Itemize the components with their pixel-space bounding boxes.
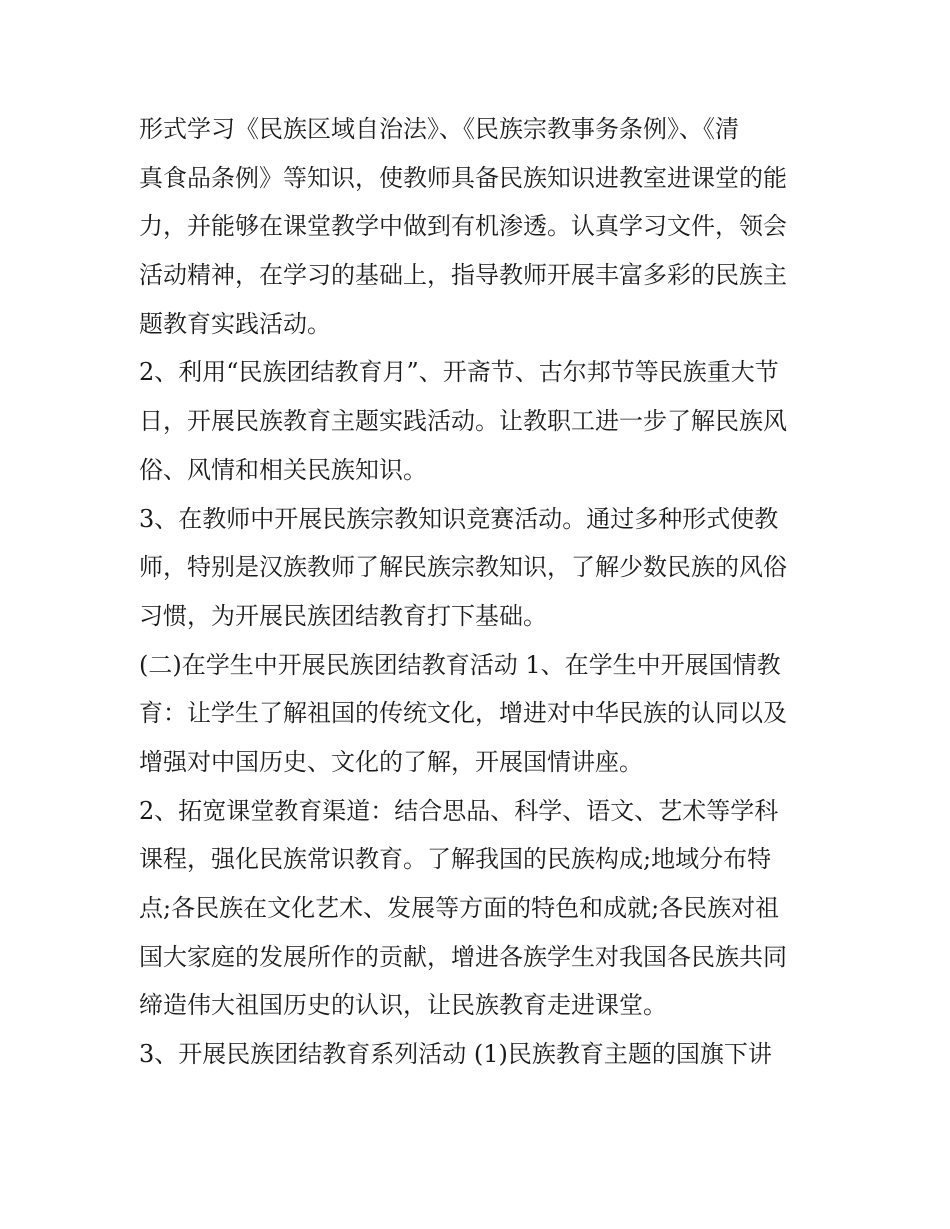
text-line: 3、在教师中开展民族宗教知识竞赛活动。通过多种形式使教 xyxy=(139,504,779,533)
text-line: 习惯，为开展民族团结教育打下基础。 xyxy=(139,601,547,630)
text-line: 俗、风情和相关民族知识。 xyxy=(139,455,427,484)
text-line: 点;各民族在文化艺术、发展等方面的特色和成就;各民族对祖 xyxy=(139,894,780,922)
text-line: 日，开展民族教育主题实践活动。让教职工进一步了解民族风 xyxy=(139,407,787,436)
text-line: 形式学习《民族区域自治法》、《民族宗教事务条例》、《清 xyxy=(139,115,739,143)
text-line: 真食品条例》等知识，使教师具备民族知识进教室进课堂的能 xyxy=(139,163,787,192)
text-line: 活动精神，在学习的基础上，指导教师开展丰富多彩的民族主 xyxy=(139,261,787,290)
text-line: 育：让学生了解祖国的传统文化，增进对中华民族的认同以及 xyxy=(139,699,787,728)
text-line: 力，并能够在课堂教学中做到有机渗透。认真学习文件，领会 xyxy=(139,212,787,241)
text-line: 师，特别是汉族教师了解民族宗教知识，了解少数民族的风俗 xyxy=(139,553,787,582)
text-line: 2、拓宽课堂教育渠道：结合思品、科学、语文、艺术等学科 xyxy=(139,796,779,825)
text-line: 2、利用“民族团结教育月”、开斋节、古尔邦节等民族重大节 xyxy=(139,358,779,387)
text-line: 缔造伟大祖国历史的认识，让民族教育走进课堂。 xyxy=(139,991,667,1020)
body-text xyxy=(139,105,829,1079)
text-line: 3、开展民族团结教育系列活动 (1)民族教育主题的国旗下讲 xyxy=(139,1040,772,1069)
text-line: 题教育实践活动。 xyxy=(139,309,331,338)
text-line: 增强对中国历史、文化的了解，开展国情讲座。 xyxy=(139,747,643,776)
text-line: (二)在学生中开展民族团结教育活动 1、在学生中开展国情教 xyxy=(139,650,781,679)
text-line: 国大家庭的发展所作的贡献，增进各族学生对我国各民族共同 xyxy=(139,942,787,971)
text-line: 课程，强化民族常识教育。了解我国的民族构成;地域分布特 xyxy=(139,845,772,874)
